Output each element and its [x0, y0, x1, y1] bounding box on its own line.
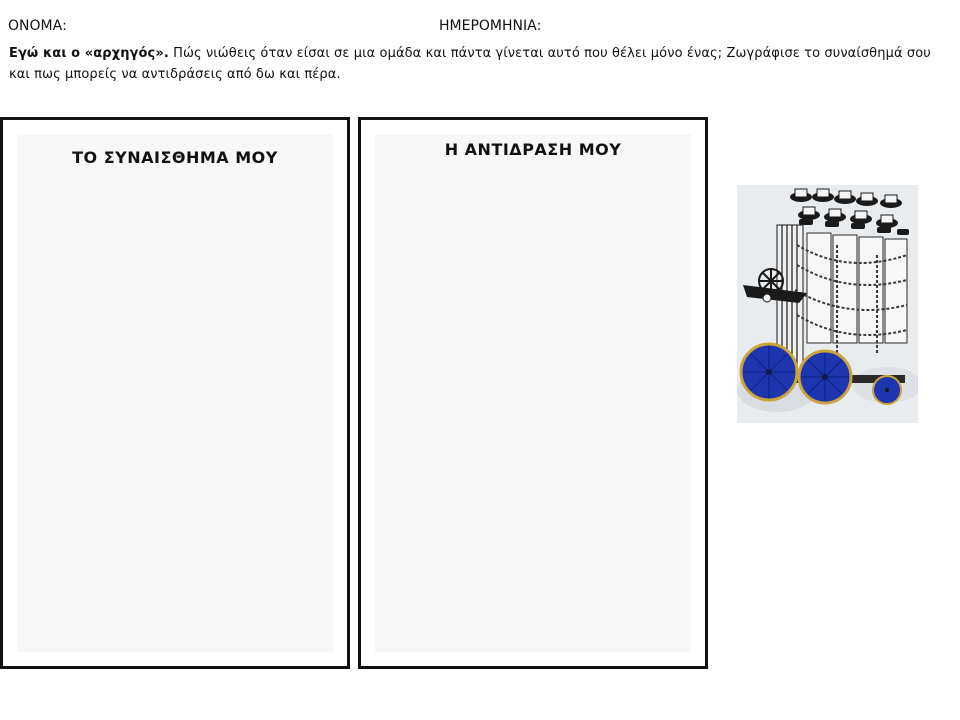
- instructions-title: Εγώ και ο «αρχηγός».: [9, 46, 169, 61]
- header-row: [8, 18, 948, 38]
- chained-men-on-wheeled-cart-illustration: [737, 185, 918, 423]
- front-wheel: [741, 344, 797, 400]
- feeling-title: ΤΟ ΣΥΝΑΙΣΘΗΜΑ ΜΟΥ: [72, 148, 278, 167]
- reaction-title: Η ΑΝΤΙΔΡΑΣΗ ΜΟΥ: [444, 140, 622, 159]
- reaction-drawing-box[interactable]: [358, 117, 708, 669]
- middle-wheel: [799, 351, 851, 403]
- instructions: [9, 43, 954, 85]
- date-label: ΗΜΕΡΟΜΗΝΙΑ:: [439, 18, 542, 34]
- feeling-drawing-box[interactable]: [0, 117, 350, 669]
- instructions-text: Πώς νιώθεις όταν είσαι σε μια ομάδα και πάντα γίνεται αυτό που θέλει μόνο ένας; Ζωγράφισε το συναίσθημά σου και πως μπορείς να αντιδράσεις από δω και πέρα.: [9, 46, 931, 82]
- feeling-drawing-area[interactable]: [17, 134, 333, 652]
- name-label: ΟΝΟΜΑ:: [8, 18, 67, 34]
- seat-bolt: [763, 294, 771, 302]
- reaction-drawing-area[interactable]: [375, 134, 691, 652]
- rear-wheel: [873, 376, 901, 404]
